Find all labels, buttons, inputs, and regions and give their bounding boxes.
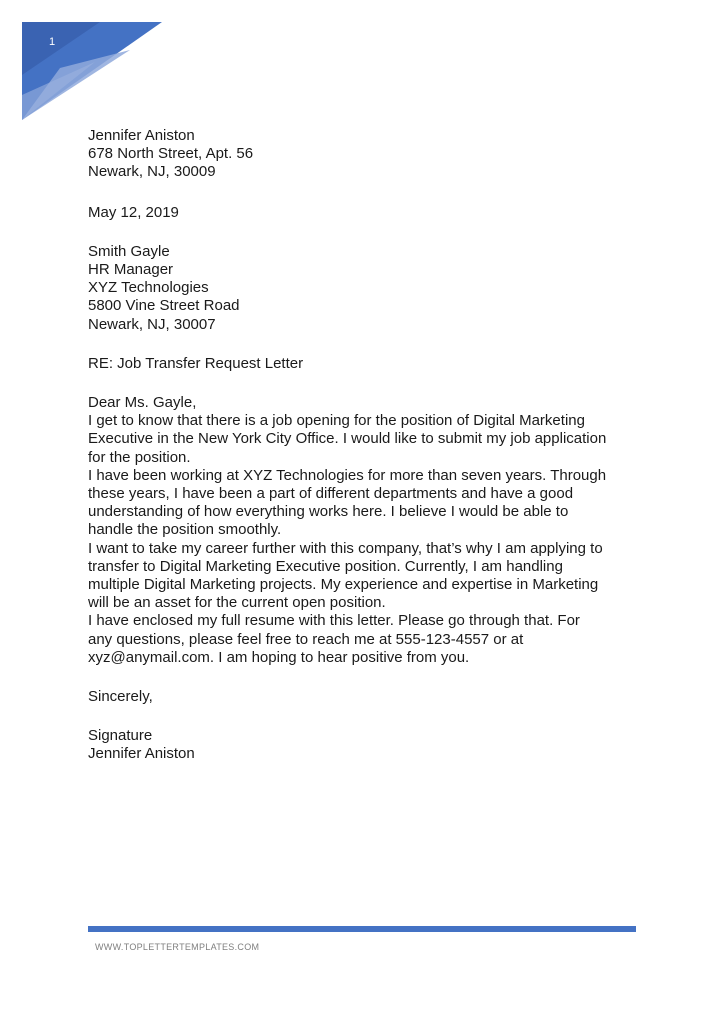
recipient-title: HR Manager — [88, 261, 174, 279]
sender-name: Jennifer Aniston — [88, 127, 195, 144]
recipient-city: Newark, NJ, 30007 — [88, 315, 216, 333]
paragraph-line: I have enclosed my full resume with this letter. Please go through that. For — [88, 612, 580, 630]
subject-line: RE: Job Transfer Request Letter — [88, 354, 304, 372]
letter-date: May 12, 2019 — [88, 203, 179, 221]
sender-city: Newark, NJ, 30009 — [88, 163, 216, 181]
signature-label: Signature — [88, 727, 153, 745]
letter-date-block — [88, 204, 648, 222]
closing-block — [88, 688, 648, 706]
sender-street: 678 North Street, Apt. 56 — [88, 145, 254, 163]
body-paragraph — [88, 412, 648, 467]
paragraph-line: I get to know that there is a job opening for the position of Digital Marketing — [88, 412, 585, 430]
body-paragraph — [88, 540, 648, 613]
paragraph-line: for the position. — [88, 448, 191, 466]
paragraph-line: I want to take my career further with this company, that’s why I am applying to — [88, 539, 603, 557]
body-paragraph — [88, 612, 648, 667]
paragraph-line: understanding of how everything works here. I believe I would be able to — [88, 503, 569, 521]
paragraph-line: these years, I have been a part of different departments and have a good — [88, 485, 574, 503]
recipient-street: 5800 Vine Street Road — [88, 297, 240, 315]
footer-website: WWW.TOPLETTERTEMPLATES.COM — [95, 942, 260, 952]
recipient-address — [88, 243, 648, 334]
paragraph-line: transfer to Digital Marketing Executive position. Currently, I am handling — [88, 557, 563, 575]
page-number: 1 — [49, 36, 56, 48]
recipient-company: XYZ Technologies — [88, 279, 209, 297]
paragraph-line: any questions, please feel free to reach me at 555-123-4557 or at — [88, 630, 524, 648]
paragraph-line: I have been working at XYZ Technologies for more than seven years. Through — [88, 466, 607, 484]
sender-address — [88, 127, 648, 182]
body-paragraph — [88, 467, 648, 540]
signature-block — [88, 727, 648, 763]
paragraph-line: handle the position smoothly. — [88, 521, 282, 539]
paragraph-line: multiple Digital Marketing projects. My experience and expertise in Marketing — [88, 576, 599, 594]
salutation-block — [88, 394, 648, 412]
paragraph-line: will be an asset for the current open position. — [88, 594, 386, 612]
paragraph-line: xyz@anymail.com. I am hoping to hear positive from you. — [88, 648, 470, 666]
corner-decoration — [0, 0, 724, 130]
recipient-name: Smith Gayle — [88, 242, 170, 260]
signature-name: Jennifer Aniston — [88, 745, 195, 763]
closing: Sincerely, — [88, 688, 153, 706]
subject-block — [88, 355, 648, 373]
footer-divider — [88, 926, 636, 932]
paragraph-line: Executive in the New York City Office. I would like to submit my job application — [88, 430, 607, 448]
letter-body — [88, 127, 648, 764]
salutation: Dear Ms. Gayle, — [88, 394, 197, 412]
